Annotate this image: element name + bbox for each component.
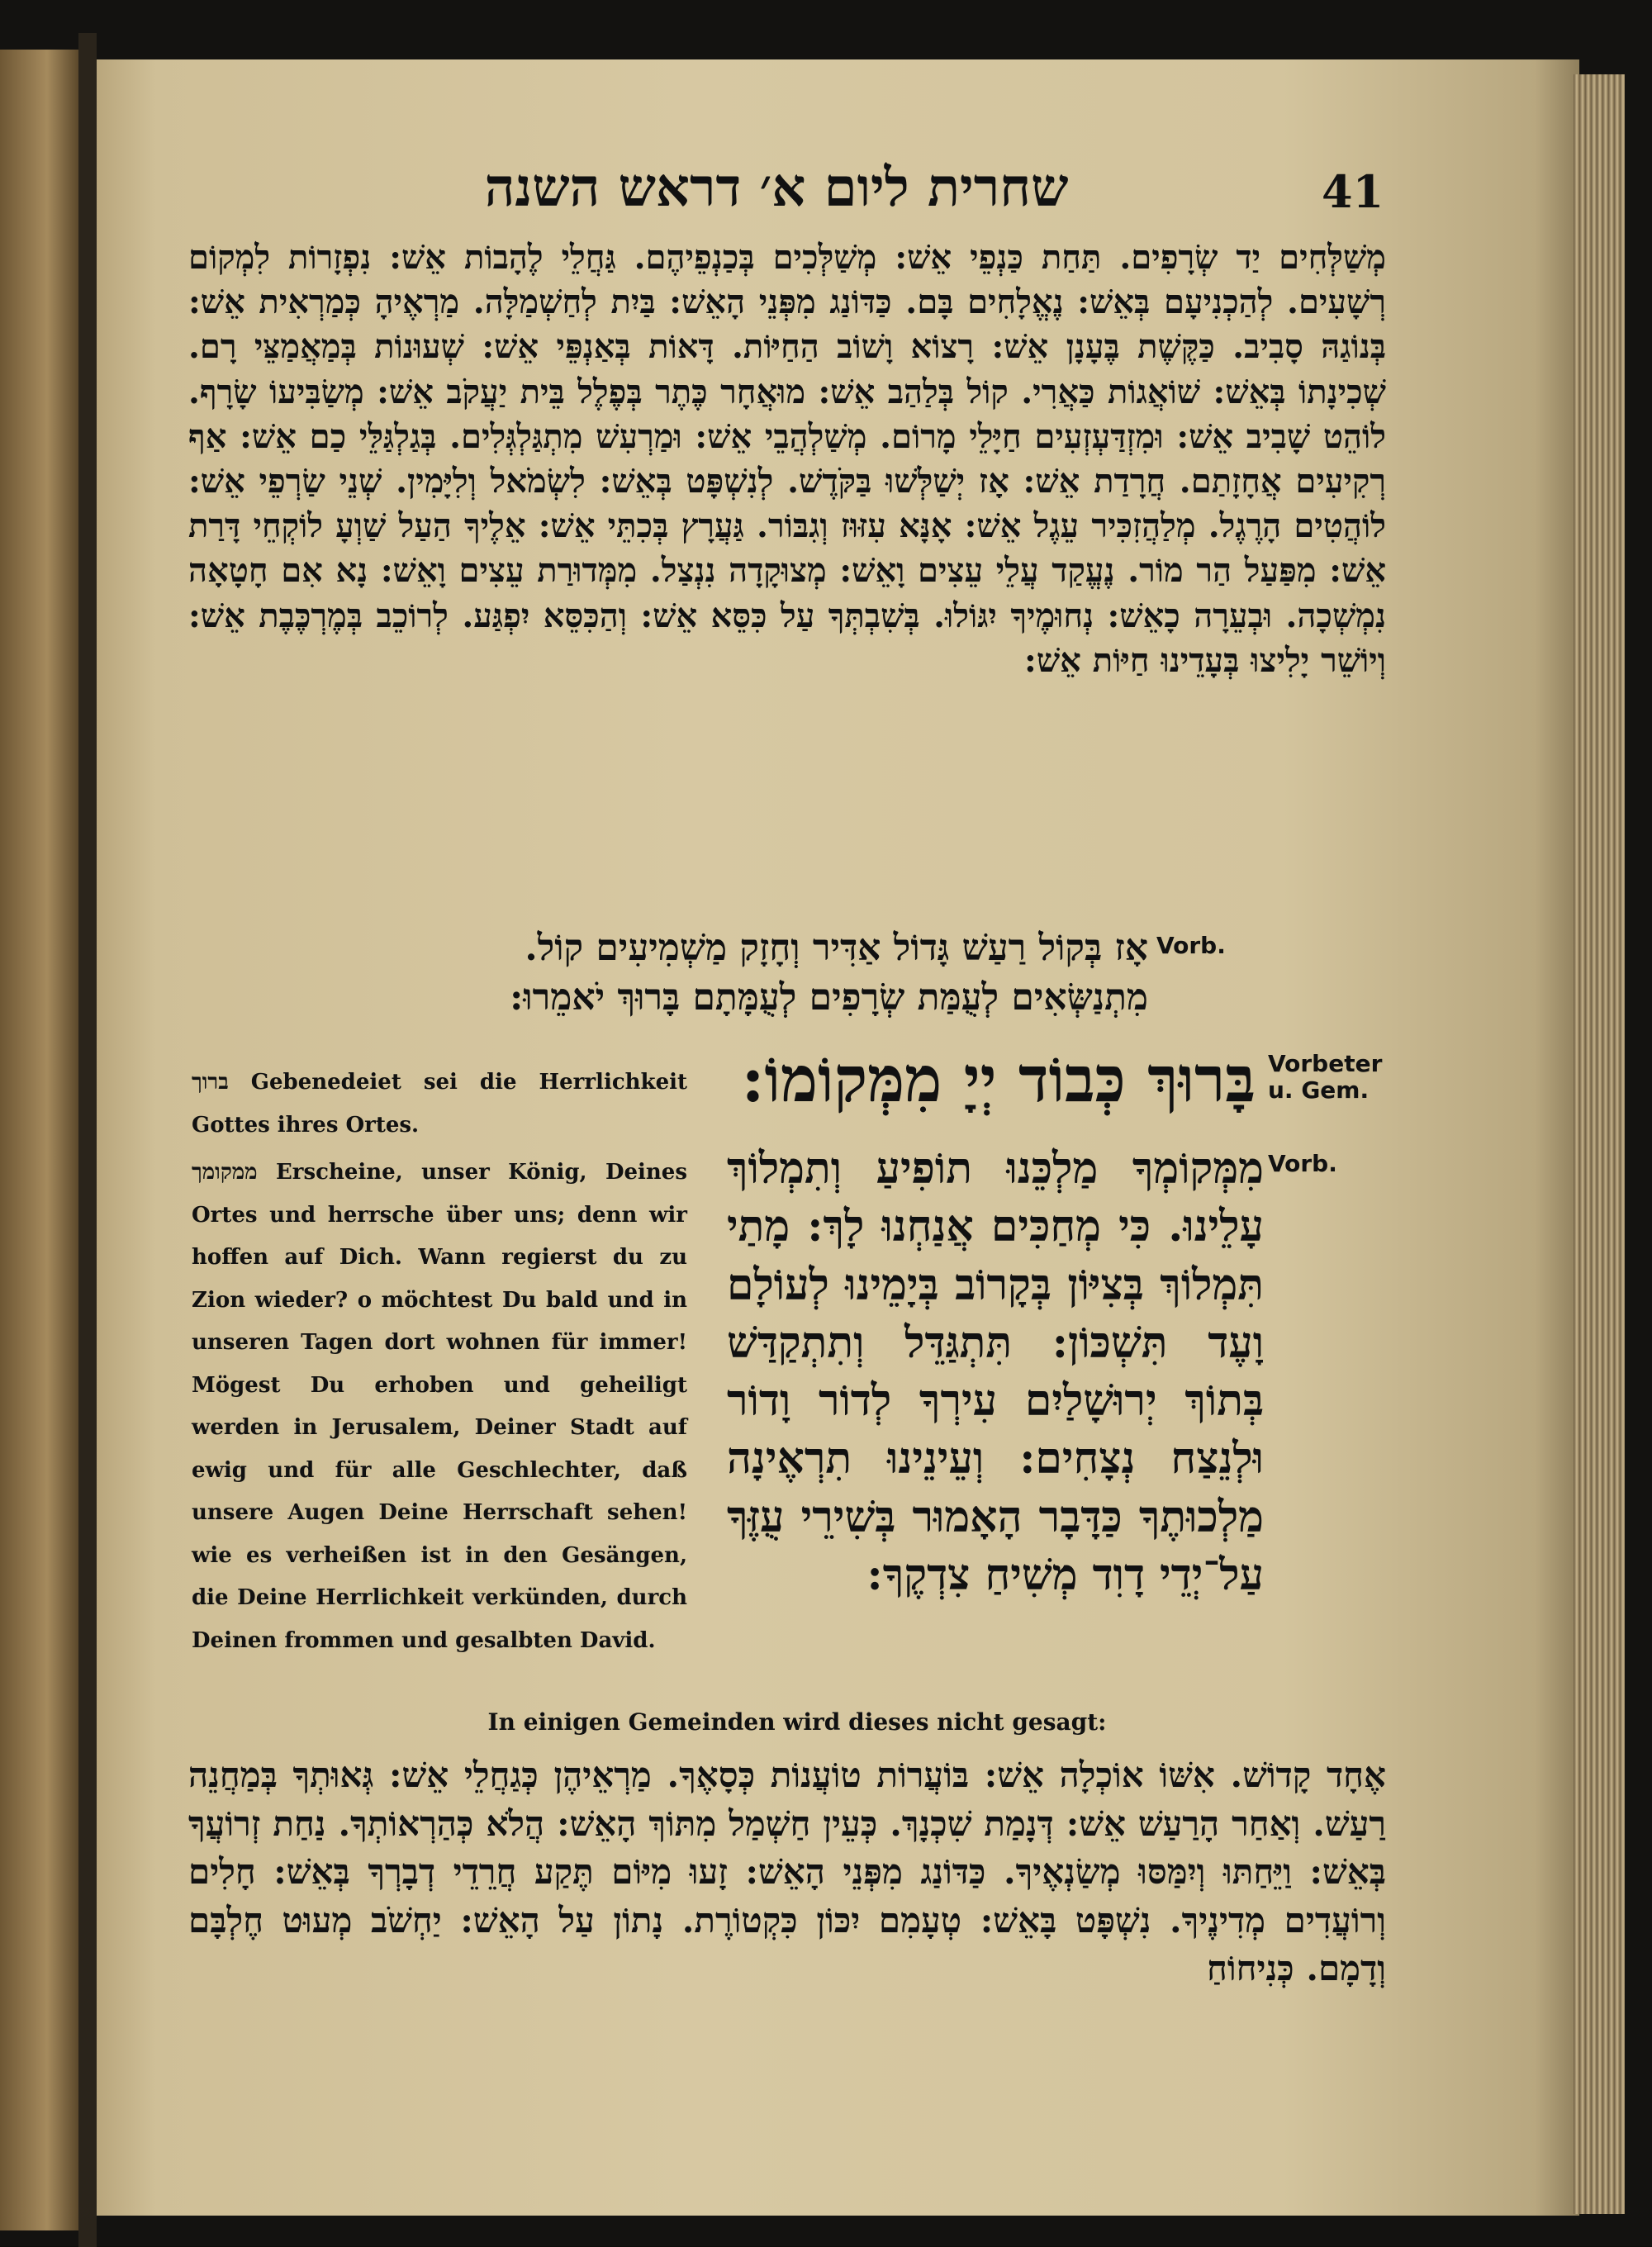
mimkomcha-paragraph: מִמְּקוֹמְךָ מַלְכֵּנוּ תוֹפִיעַ וְתִמְלוֹךְ עָלֵינוּ. כִּי מְחַכִּים אֲנַחְנוּ לָךְ: מָתַי תִּמְלוֹךְ בְּצִיּוֹן בְּקָרוֹב בְּיָמֵינוּ לְעוֹלָם וָעֶד תִּשְׁכּוֹן: תִּתְגַּדֵּל וְתִתְקַדַּשׁ בְּתוֹךְ יְרוּשָׁלַיִם עִירְךָ לְדוֹר וָדוֹר וּלְנֵצַח נְצָחִים: וְעֵינֵינוּ תִרְאֶינָה מַלְכוּתֶךָ כַּדָּבָר הָאָמוּר בְּשִׁירֵי עֻזֶּךָ עַל־יְדֵי דָוִד מְשִׁיחַ צִדְקֶךָ:	[727, 1143, 1264, 1601]
baruch-kevod-line: בָּרוּךְ כְּבוֹד יְיָ מִמְּקוֹמוֹ:	[741, 1043, 1256, 1116]
german-text-2: Erscheine, unser König, Deines Ortes und herrsche über uns; denn wir hoffen auf Dich. Wann regierst du zu Zion wieder? o möchtest Du bald und in unseren Tagen dort wohnen für immer! Mögest Du erhoben und geheiligt werden in Jerusalem, Deiner Stadt auf ewig und für alle Geschlechter, daß unsere Augen Deine Herrschaft sehen! wie es verheißen ist in den Gesängen, die Deine Herrlichkeit verkünden, durch Deinen frommen und gesalbten David.	[192, 1160, 687, 1653]
book-spine	[78, 33, 97, 2247]
page-number: 41	[1322, 165, 1384, 218]
vorbeter-label-line-1: Vorbeter	[1268, 1050, 1383, 1077]
german-text-1: Gebenedeiet sei die Herrlichkeit Gottes ihres Ortes.	[192, 1070, 687, 1138]
german-hebrew-cue-2: ממקומך	[192, 1160, 258, 1185]
bottom-hebrew-paragraph: אֶחָד קָדוֹשׁ. אִשּׁוֹ אוֹכְלָה אֵשׁ: בּוֹעֲרוֹת טוֹעֲנוֹת כְּסָאֶךָ. מַרְאֵיהֶן כְּגַחֲלֵי אֵשׁ: גְּאוּתְךָ בְּמַחֲנֵה רַעַשׁ. וְאַחַר הָרַעַשׁ אֵשׁ: דְּנָמַת שִׁכְנָךְ. כְּעֵין חַשְׁמַל מִתּוֹךְ הָאֵשׁ: הֲלֹא כְּהַרְאוֹתְךָ. נַחַת זְרוֹעֲךָ בְּאֵשׁ: וַיֵּחַתּוּ וְיִמַּסּוּ מְשַׂנְאֶיךָ. כַּדּוֹנַג מִפְּנֵי הָאֵשׁ: זָעוּ מִיּוֹם תֶּקַע חֲרֵדֵי דְבָרְךָ בְּאֵשׁ: חָלִים וְרוֹעֲדִים מְדִינֶיךָ. נִשְׁפָּט בָּאֵשׁ: טְעָמִם יִכּוֹן כִּקְטוֹרֶת. נָתוֹן עַל הָאֵשׁ: יַחְשֹׁב מְעוּט חֶלְבָּם וְדָמָם. כְּנִיחוֹחַ	[188, 1755, 1386, 1989]
vorbeter-label-2: Vorb.	[1268, 1150, 1337, 1177]
vorbeter-label: Vorb.	[1156, 932, 1226, 959]
mitnasim-line: מִתְנַשְּׂאִים לְעֻמַּת שְׂרָפִים לְעֻמָּתָם בָּרוּךְ יֹאמֵרוּ:	[510, 976, 1148, 1019]
page-title: שחרית ליום א׳ דראש השנה	[484, 157, 1069, 219]
rubric-note: In einigen Gemeinden wird dieses nicht gesagt:	[487, 1708, 1107, 1736]
vorbeter-label-line-2: u. Gem.	[1268, 1076, 1370, 1104]
az-bekol-line: אָז בְּקוֹל רַעַשׁ גָּדוֹל אַדִּיר וְחָזָק מַשְׁמִיעִים קוֹל.	[525, 927, 1148, 969]
previous-page-edge	[0, 50, 78, 2230]
vorbeter-gemeinde-label	[1268, 1051, 1382, 1104]
german-hebrew-cue-1: ברוך	[192, 1070, 229, 1095]
german-translation	[192, 1062, 687, 1667]
german-paragraph-1	[192, 1062, 687, 1147]
page-stack-edge	[1574, 74, 1625, 2214]
german-paragraph-2	[192, 1152, 687, 1662]
top-hebrew-paragraph: מְשַׁלְּחִים יַד שְׂרָפִים. תַּחַת כַּנְפֵי אֵשׁ: מְשַׁלְּכִים בְּכַנְפֵיהֶם. גַּחֲלֵי לֶהָבוֹת אֵשׁ: נִפְזָרוֹת לִמְקוֹם רְשָׁעִים. לְהַכְנִיעָם בְּאֵשׁ: נֶאֱלָחִים בָּם. כַּדּוֹנַג מִפְּנֵי הָאֵשׁ: בַּיִת לְחַשְׁמַלָּה. מַרְאֶיהָ כְּמַרְאִית אֵשׁ: בְּנוֹגַהּ סָבִיב. כַּקֶּשֶׁת בֶּעָנָן אֵשׁ: רָצוֹא וָשׁוֹב הַחַיּוֹת. דָּאוֹת בְּאַנְפֵּי אֵשׁ: שְׁעוּנוֹת בְּמַאֲמַצֵּי רָם. שְׁכִינָתוֹ בְּאֵשׁ: שׁוֹאֲגוֹת כַּאֲרִי. קוֹל בְּלַהַב אֵשׁ: מוּאֲחָר כֶּתֶר בְּפֶלֶל בֵּית יַעֲקֹב אֵשׁ: מְשַׂבִּיעוֹ שָׂרָף. לוֹהֵט שָׁבִיב אֵשׁ: וּמִזְדַּעְזְעִים חַיָּלֵי מָרוֹם. מְשַׁלְהֲבֵי אֵשׁ: וּמַרְעִשׁ מִתְגַּלְגְּלִים. בְּגַלְגַּלֵּי כַם אֵשׁ: אַף רְקִיעִים אֲחָזָתַם. חֲרָדַת אֵשׁ: אָז יְשַׁלְּשׁוּ בַּקֹּדֶשׁ. לְנִשְׁפָּט בְּאֵשׁ: לִשְׂמֹאל וְלִיָּמִין. שְׁנֵי שַׂרְפֵי אֵשׁ: לוֹהֲטִים הָרֶגֶל. מְלַהֲזִכִּיר עֵגֶל אֵשׁ: אָנָּא עִזּוּז וְגִבּוֹר. גַּעֲרָץ בְּכִתֵּי אֵשׁ: אֵלֶיךָ הַעַל שַׁוְעָ לוֹקְחֵי דָּרַת אֵשׁ: מִפַּעַל הַר מוֹר. נֶעֱקַד עֲלֵי עֵצִים וָאֵשׁ: מְצוּקָדָה נִנְצַל. מִמְּדוּרַת עֵצִים וָאֵשׁ: נָא אִם חָטָאָה נִמְשְׁכָה. וּבְעֵרָה כָאֵשׁ: נְחוּמֶיךָ יִגּוֹלוּ. בְּשִׁבְתְּךָ עַל כִּסֵּא אֵשׁ: וְהַכִּסֵּא יִפְגַּע. לְרוֹכֵב בְּמֶרְכֶּבֶת אֵשׁ: וְיוֹשֵׁר יָלִיצוּ בְּעָדֵינוּ חַיּוֹת אֵשׁ:	[188, 238, 1386, 680]
